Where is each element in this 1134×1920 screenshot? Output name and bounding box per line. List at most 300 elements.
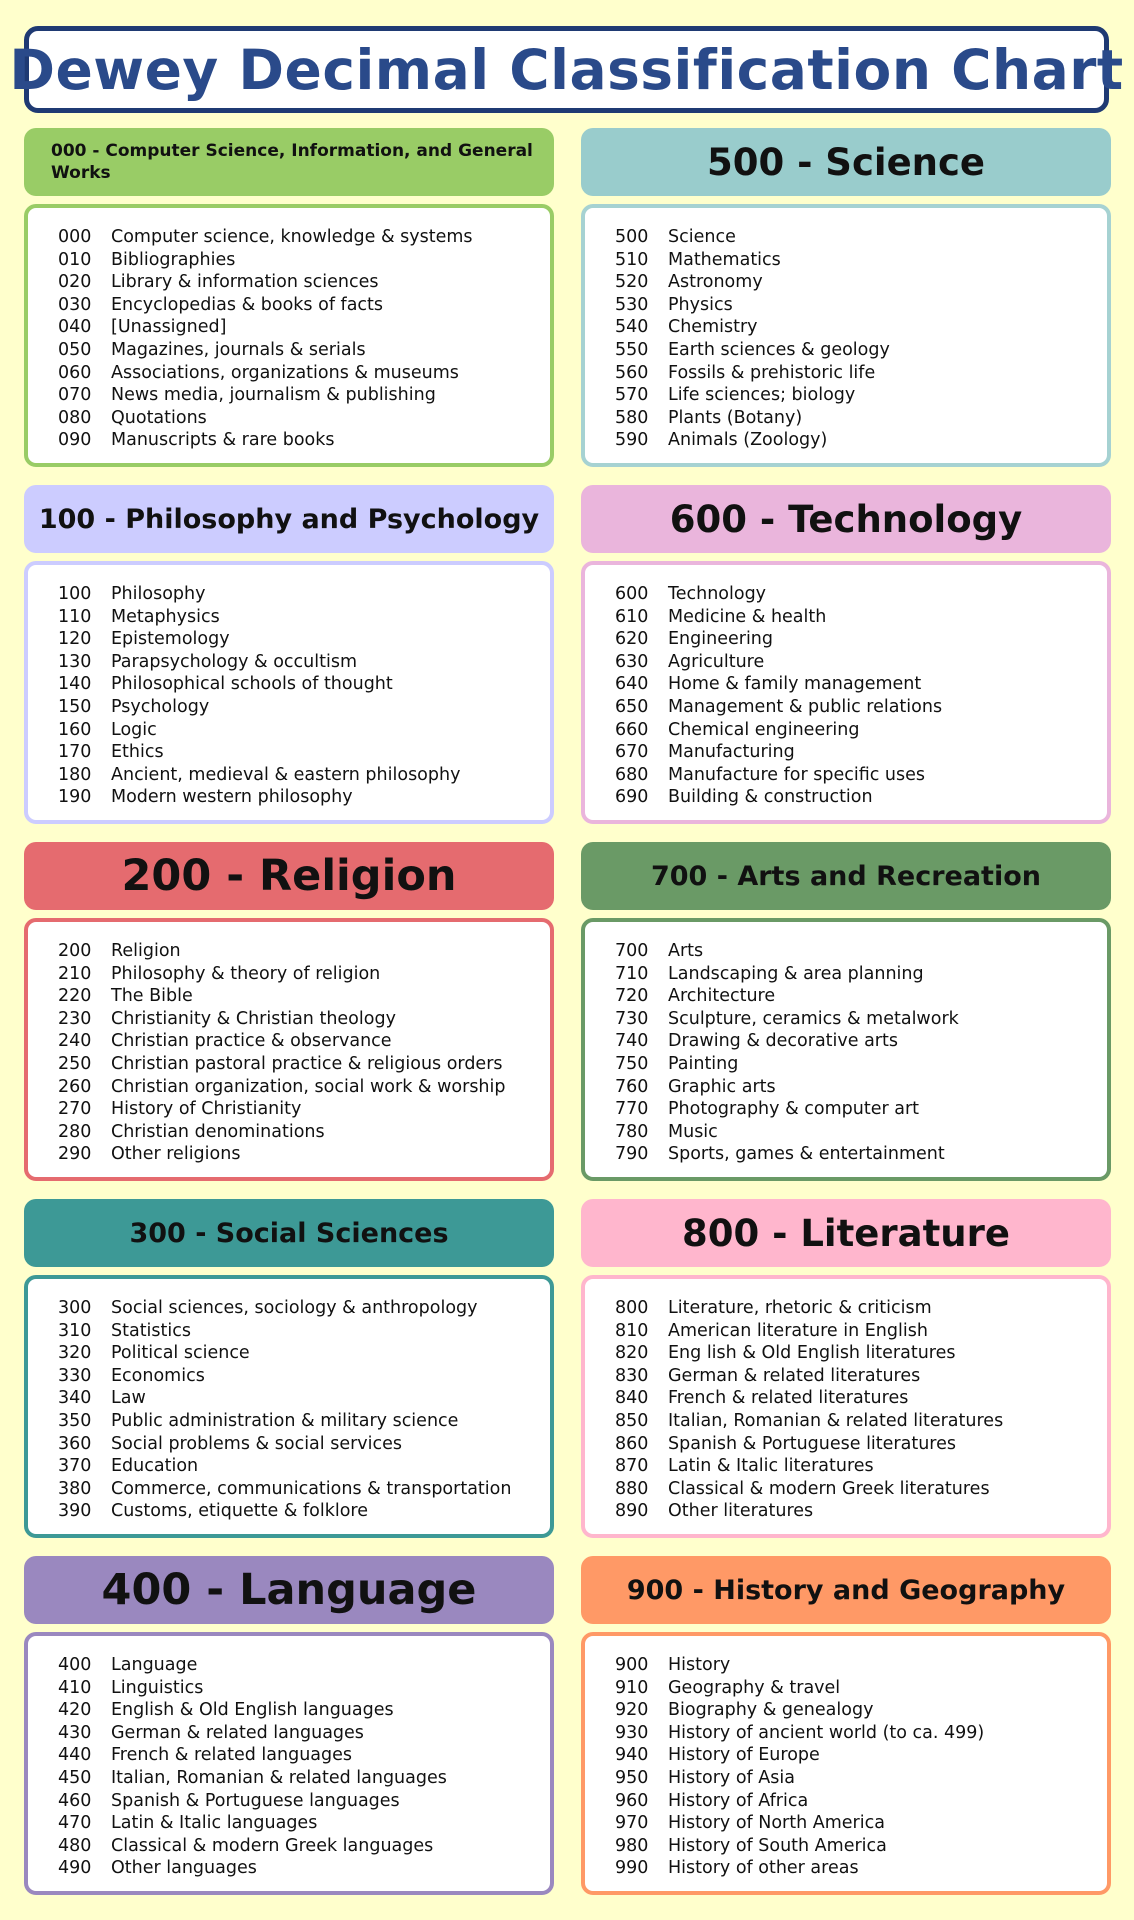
class-number: 810: [615, 1320, 649, 1341]
section-header-label: 400 - Language: [101, 1565, 477, 1615]
class-number: 120: [58, 629, 92, 650]
list-item: [58, 1054, 550, 1077]
list-item: [615, 986, 1107, 1009]
class-label: Christian denominations: [111, 1121, 325, 1142]
class-label: Plants (Botany): [668, 407, 803, 428]
chart-title: Dewey Decimal Classification Chart: [9, 37, 1124, 102]
class-number: 140: [58, 674, 92, 695]
class-number: 270: [58, 1099, 92, 1120]
class-label: Magazines, journals & serials: [111, 339, 366, 360]
section-header: [24, 1556, 554, 1624]
section-body: [581, 204, 1111, 467]
class-label: Social problems & social services: [111, 1433, 403, 1454]
list-item: [615, 430, 1107, 453]
list-item: [615, 1479, 1107, 1502]
class-label: Chemistry: [668, 317, 758, 338]
section-800: [581, 1199, 1111, 1538]
list-item: [615, 1768, 1107, 1791]
class-number: 420: [58, 1700, 92, 1721]
class-number: 020: [58, 272, 92, 293]
list-item: [58, 408, 550, 431]
list-item: [58, 272, 550, 295]
class-label: Italian, Romanian & related languages: [111, 1767, 447, 1788]
class-number: 560: [615, 362, 649, 383]
list-item: [615, 1144, 1107, 1167]
class-label: Public administration & military science: [111, 1410, 459, 1431]
class-number: 570: [615, 385, 649, 406]
class-number: 110: [58, 606, 92, 627]
list-item: [58, 765, 550, 788]
class-number: 260: [58, 1076, 92, 1097]
class-label: Music: [668, 1121, 718, 1142]
class-label: Other languages: [111, 1858, 257, 1879]
class-label: Geography & travel: [668, 1677, 841, 1698]
class-label: English & Old English languages: [111, 1700, 394, 1721]
class-number: 830: [615, 1365, 649, 1386]
list-item: [615, 1411, 1107, 1434]
class-number: 290: [58, 1144, 92, 1165]
class-number: 410: [58, 1677, 92, 1698]
class-label: Italian, Romanian & related literatures: [668, 1410, 1004, 1431]
section-900: [581, 1556, 1111, 1895]
class-label: Bibliographies: [111, 249, 236, 270]
class-number: 090: [58, 430, 92, 451]
class-label: Building & construction: [668, 787, 873, 808]
class-number: 200: [58, 941, 92, 961]
class-number: 530: [615, 294, 649, 315]
class-number: 330: [58, 1365, 92, 1386]
class-number: 370: [58, 1456, 92, 1477]
class-label: Eng lish & Old English literatures: [668, 1343, 956, 1364]
class-label: Other religions: [111, 1144, 241, 1165]
class-label: Logic: [111, 719, 157, 740]
class-label: Law: [111, 1388, 146, 1409]
list-item: [58, 652, 550, 675]
class-number: 630: [615, 651, 649, 672]
list-item: [58, 1144, 550, 1167]
class-label: Graphic arts: [668, 1076, 776, 1097]
list-item: [58, 629, 550, 652]
class-label: Sculpture, ceramics & metalwork: [668, 1008, 959, 1029]
class-number: 470: [58, 1813, 92, 1834]
class-label: German & related literatures: [668, 1365, 921, 1386]
section-header-label: 000 - Computer Science, Information, and General Works: [51, 141, 533, 183]
class-number: 050: [58, 339, 92, 360]
class-number: 350: [58, 1410, 92, 1431]
list-item: [615, 964, 1107, 987]
class-label: Animals (Zoology): [668, 430, 828, 451]
class-label: American literature in English: [668, 1320, 928, 1341]
class-number: 690: [615, 787, 649, 808]
class-number: 940: [615, 1745, 649, 1766]
list-item: [58, 1077, 550, 1100]
chart-title-box: [9, 26, 1124, 113]
class-label: Christianity & Christian theology: [111, 1008, 396, 1029]
list-item: [615, 1298, 1107, 1321]
section-200: [24, 842, 554, 1181]
class-label: History of Christianity: [111, 1099, 302, 1120]
class-number: 640: [615, 674, 649, 695]
class-label: Political science: [111, 1343, 250, 1364]
class-number: 540: [615, 317, 649, 338]
section-600: [581, 485, 1111, 824]
section-body: [581, 561, 1111, 824]
list-item: [615, 765, 1107, 788]
class-number: 300: [58, 1298, 92, 1318]
list-item: [58, 1343, 550, 1366]
section-header-label: 800 - Literature: [682, 1211, 1010, 1255]
class-number: 250: [58, 1053, 92, 1074]
class-label: Landscaping & area planning: [668, 963, 924, 984]
class-number: 100: [58, 584, 92, 604]
list-item: [58, 1768, 550, 1791]
class-number: 730: [615, 1008, 649, 1029]
list-item: [58, 317, 550, 340]
list-item: [58, 1099, 550, 1122]
class-label: Architecture: [668, 986, 776, 1007]
list-item: [58, 1411, 550, 1434]
class-label: Christian practice & observance: [111, 1031, 392, 1052]
class-number: 480: [58, 1835, 92, 1856]
class-number: 380: [58, 1478, 92, 1499]
section-body: [24, 561, 554, 824]
class-number: 010: [58, 249, 92, 270]
list-item: [615, 385, 1107, 408]
class-number: 460: [58, 1790, 92, 1811]
class-number: 450: [58, 1767, 92, 1788]
class-number: 980: [615, 1835, 649, 1856]
list-item: [615, 1321, 1107, 1344]
class-label: Library & information sciences: [111, 272, 379, 293]
class-number: 920: [615, 1700, 649, 1721]
list-item: [615, 607, 1107, 630]
list-item: [58, 1479, 550, 1502]
section-header: [581, 485, 1111, 553]
section-body: [24, 1632, 554, 1895]
list-item: [58, 385, 550, 408]
class-label: Philosophy: [111, 584, 206, 604]
class-number: 680: [615, 764, 649, 785]
class-number: 520: [615, 272, 649, 293]
class-label: Philosophical schools of thought: [111, 674, 393, 695]
section-500: [581, 128, 1111, 467]
class-number: 760: [615, 1076, 649, 1097]
class-number: 670: [615, 742, 649, 763]
list-item: [615, 742, 1107, 765]
class-number: 590: [615, 430, 649, 451]
list-item: [58, 1388, 550, 1411]
class-label: Christian pastoral practice & religious orders: [111, 1053, 503, 1074]
class-label: Fossils & prehistoric life: [668, 362, 876, 383]
list-item: [58, 1723, 550, 1746]
section-header-label: 300 - Social Sciences: [129, 1217, 449, 1249]
section-header-label: 900 - History and Geography: [626, 1574, 1066, 1606]
class-number: 900: [615, 1655, 649, 1675]
class-number: 440: [58, 1745, 92, 1766]
class-label: Physics: [668, 294, 733, 315]
list-item: [58, 1366, 550, 1389]
section-body: [581, 1275, 1111, 1538]
class-number: 860: [615, 1433, 649, 1454]
class-number: 490: [58, 1858, 92, 1879]
class-label: Metaphysics: [111, 606, 220, 627]
section-header: [581, 1556, 1111, 1624]
list-item: [58, 363, 550, 386]
class-label: History of Asia: [668, 1767, 795, 1788]
list-item: [615, 250, 1107, 273]
class-label: Parapsychology & occultism: [111, 651, 358, 672]
class-label: Earth sciences & geology: [668, 339, 890, 360]
class-label: Other literatures: [668, 1501, 814, 1522]
class-number: 780: [615, 1121, 649, 1142]
list-item: [615, 1501, 1107, 1524]
class-label: Associations, organizations & museums: [111, 362, 459, 383]
class-number: 000: [58, 227, 92, 247]
section-700: [581, 842, 1111, 1181]
list-item: [58, 1813, 550, 1836]
section-body: [581, 1632, 1111, 1895]
list-item: [58, 430, 550, 453]
class-number: 430: [58, 1722, 92, 1743]
class-label: French & related languages: [111, 1745, 353, 1766]
class-label: Language: [111, 1655, 198, 1675]
class-number: 340: [58, 1388, 92, 1409]
list-item: [58, 295, 550, 318]
class-number: 610: [615, 606, 649, 627]
class-number: 210: [58, 963, 92, 984]
class-label: Statistics: [111, 1320, 191, 1341]
class-number: 070: [58, 385, 92, 406]
class-label: History of North America: [668, 1813, 885, 1834]
list-item: [58, 674, 550, 697]
section-header: [24, 485, 554, 553]
class-label: Psychology: [111, 696, 210, 717]
class-number: 800: [615, 1298, 649, 1318]
class-number: 360: [58, 1433, 92, 1454]
list-item: [615, 1343, 1107, 1366]
class-label: Drawing & decorative arts: [668, 1031, 898, 1052]
class-label: Life sciences; biology: [668, 385, 856, 406]
list-item: [58, 1745, 550, 1768]
class-label: The Bible: [111, 986, 193, 1007]
list-item: [58, 697, 550, 720]
list-item: [58, 1434, 550, 1457]
class-label: Arts: [668, 941, 704, 961]
class-label: Linguistics: [111, 1677, 204, 1698]
class-label: News media, journalism & publishing: [111, 385, 436, 406]
class-number: 850: [615, 1410, 649, 1431]
section-body: [24, 1275, 554, 1538]
class-number: 720: [615, 986, 649, 1007]
list-item: [58, 986, 550, 1009]
list-item: [58, 964, 550, 987]
section-300: [24, 1199, 554, 1538]
list-item: [58, 1858, 550, 1881]
section-header: [581, 128, 1111, 196]
class-label: Christian organization, social work & worship: [111, 1076, 506, 1097]
class-number: 190: [58, 787, 92, 808]
section-000: [24, 128, 554, 467]
class-number: 880: [615, 1478, 649, 1499]
class-label: Education: [111, 1456, 199, 1477]
class-label: Engineering: [668, 629, 773, 650]
class-number: 160: [58, 719, 92, 740]
class-label: Biography & genealogy: [668, 1700, 874, 1721]
class-label: Spanish & Portuguese literatures: [668, 1433, 956, 1454]
list-item: [615, 1434, 1107, 1457]
list-item: [615, 295, 1107, 318]
class-number: 820: [615, 1343, 649, 1364]
class-number: 390: [58, 1501, 92, 1522]
class-label: Commerce, communications & transportation: [111, 1478, 512, 1499]
class-number: 400: [58, 1655, 92, 1675]
class-number: 710: [615, 963, 649, 984]
class-label: History of ancient world (to ca. 499): [668, 1722, 985, 1743]
list-item: [58, 1122, 550, 1145]
class-label: Management & public relations: [668, 696, 943, 717]
list-item: [58, 584, 550, 607]
list-item: [615, 1456, 1107, 1479]
class-label: Manufacturing: [668, 742, 795, 763]
section-body: [24, 918, 554, 1181]
class-number: 130: [58, 651, 92, 672]
class-number: 840: [615, 1388, 649, 1409]
section-header: [24, 1199, 554, 1267]
list-item: [615, 272, 1107, 295]
class-label: Literature, rhetoric & criticism: [668, 1298, 932, 1318]
list-item: [615, 1388, 1107, 1411]
section-body: [581, 918, 1111, 1181]
list-item: [615, 317, 1107, 340]
class-label: Economics: [111, 1365, 205, 1386]
section-header: [24, 128, 554, 196]
list-item: [58, 340, 550, 363]
class-label: Philosophy & theory of religion: [111, 963, 381, 984]
class-label: Science: [668, 227, 736, 247]
list-item: [615, 1678, 1107, 1701]
class-label: Encyclopedias & books of facts: [111, 294, 384, 315]
class-label: History of Africa: [668, 1790, 809, 1811]
class-number: 170: [58, 742, 92, 763]
class-label: Chemical engineering: [668, 719, 860, 740]
class-number: 950: [615, 1767, 649, 1788]
class-label: Religion: [111, 941, 181, 961]
list-item: [58, 1655, 550, 1678]
class-number: 770: [615, 1099, 649, 1120]
list-item: [615, 1723, 1107, 1746]
section-header: [581, 1199, 1111, 1267]
list-item: [58, 720, 550, 743]
class-number: 220: [58, 986, 92, 1007]
list-item: [615, 227, 1107, 250]
class-label: Photography & computer art: [668, 1099, 920, 1120]
section-header: [24, 842, 554, 910]
list-item: [58, 787, 550, 810]
class-label: Social sciences, sociology & anthropology: [111, 1298, 478, 1318]
class-label: Ethics: [111, 742, 164, 763]
list-item: [615, 408, 1107, 431]
class-label: History: [668, 1655, 731, 1675]
section-header-label: 700 - Arts and Recreation: [650, 860, 1041, 892]
class-label: Manufacture for specific uses: [668, 764, 926, 785]
class-label: History of Europe: [668, 1745, 820, 1766]
class-number: 870: [615, 1456, 649, 1477]
class-label: Medicine & health: [668, 606, 827, 627]
list-item: [58, 1791, 550, 1814]
list-item: [58, 1678, 550, 1701]
class-label: [Unassigned]: [111, 317, 227, 338]
class-label: Sports, games & entertainment: [668, 1144, 945, 1165]
list-item: [58, 1321, 550, 1344]
list-item: [615, 1099, 1107, 1122]
list-item: [58, 1501, 550, 1524]
section-header-label: 200 - Religion: [121, 851, 457, 901]
class-label: History of other areas: [668, 1858, 859, 1879]
class-label: Ancient, medieval & eastern philosophy: [111, 764, 461, 785]
list-item: [615, 340, 1107, 363]
list-item: [615, 787, 1107, 810]
class-label: History of South America: [668, 1835, 887, 1856]
class-label: German & related languages: [111, 1722, 364, 1743]
class-number: 750: [615, 1053, 649, 1074]
list-item: [615, 1009, 1107, 1032]
class-number: 700: [615, 941, 649, 961]
class-number: 240: [58, 1031, 92, 1052]
list-item: [615, 941, 1107, 964]
section-header: [581, 842, 1111, 910]
class-number: 510: [615, 249, 649, 270]
class-number: 310: [58, 1320, 92, 1341]
class-number: 890: [615, 1501, 649, 1522]
list-item: [58, 742, 550, 765]
section-400: [24, 1556, 554, 1895]
list-item: [615, 1700, 1107, 1723]
list-item: [58, 1298, 550, 1321]
section-header-label: 600 - Technology: [669, 497, 1023, 541]
list-item: [58, 1031, 550, 1054]
section-header-label: 500 - Science: [706, 140, 986, 184]
class-label: Painting: [668, 1053, 739, 1074]
class-label: French & related literatures: [668, 1388, 909, 1409]
list-item: [615, 1813, 1107, 1836]
class-label: Classical & modern Greek languages: [111, 1835, 434, 1856]
class-number: 960: [615, 1790, 649, 1811]
class-number: 060: [58, 362, 92, 383]
list-item: [615, 1858, 1107, 1881]
list-item: [615, 1655, 1107, 1678]
class-number: 620: [615, 629, 649, 650]
class-number: 600: [615, 584, 649, 604]
class-label: Mathematics: [668, 249, 781, 270]
list-item: [615, 1122, 1107, 1145]
class-number: 910: [615, 1677, 649, 1698]
class-number: 500: [615, 227, 649, 247]
class-label: Computer science, knowledge & systems: [111, 227, 473, 247]
list-item: [615, 363, 1107, 386]
class-number: 930: [615, 1722, 649, 1743]
class-number: 080: [58, 407, 92, 428]
class-label: Manuscripts & rare books: [111, 430, 335, 451]
class-label: Latin & Italic languages: [111, 1813, 318, 1834]
class-number: 280: [58, 1121, 92, 1142]
class-number: 650: [615, 696, 649, 717]
list-item: [58, 607, 550, 630]
class-label: Spanish & Portuguese languages: [111, 1790, 400, 1811]
class-label: Epistemology: [111, 629, 230, 650]
section-100: [24, 485, 554, 824]
list-item: [58, 1700, 550, 1723]
class-number: 040: [58, 317, 92, 338]
